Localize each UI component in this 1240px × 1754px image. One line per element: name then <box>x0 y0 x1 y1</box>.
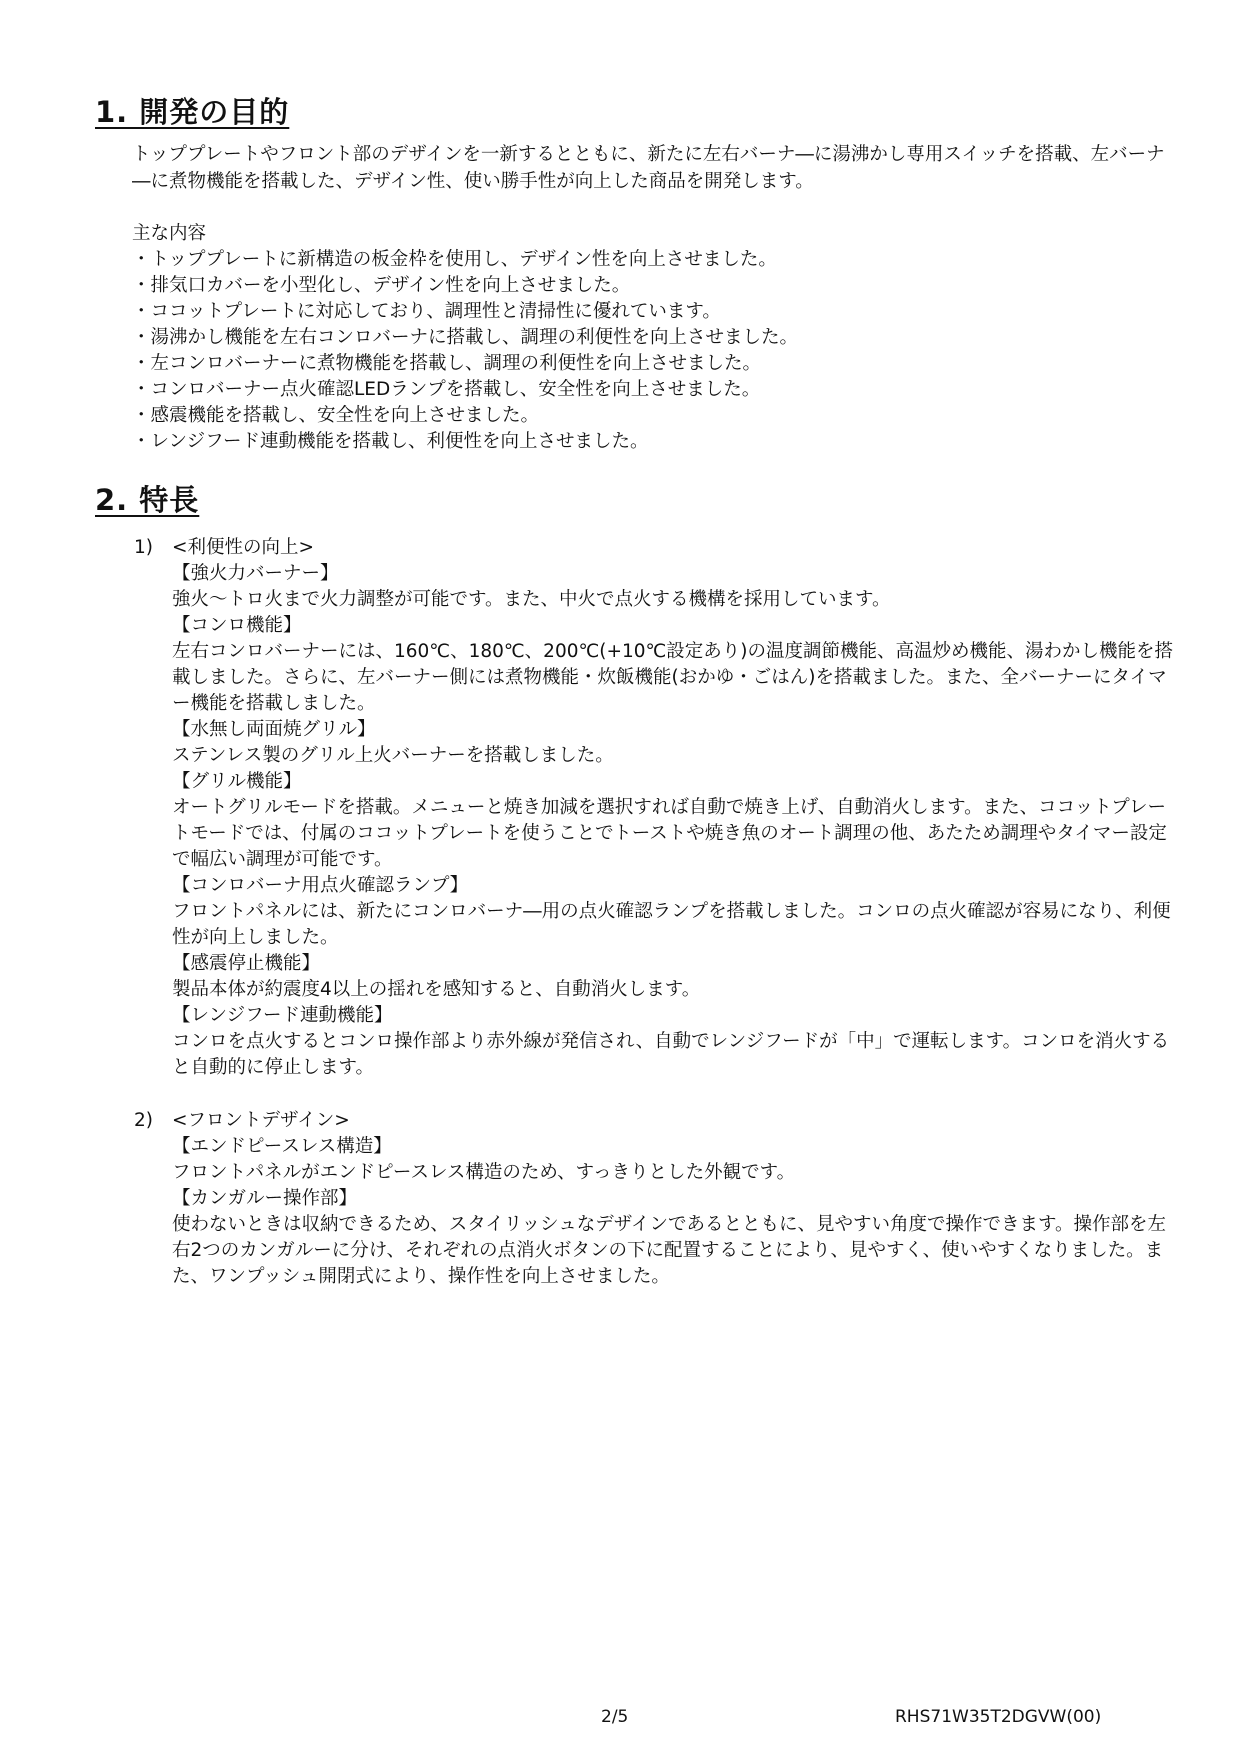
list-item: ・感震機能を搭載し、安全性を向上させました。 <box>132 405 540 426</box>
page-number: 2/5 <box>601 1707 629 1727</box>
feature-description: フロントパネルがエンドピースレス構造のため、すっきりとした外観です。 <box>172 1162 796 1183</box>
feature-title: 【強火力バーナー】 <box>172 563 339 584</box>
feature-group-number: 2) <box>134 1110 153 1131</box>
list-item: ・ココットプレートに対応しており、調理性と清掃性に優れています。 <box>132 301 721 322</box>
feature-description: ステンレス製のグリル上火バーナーを搭載しました。 <box>172 745 614 766</box>
list-item: ・湯沸かし機能を左右コンロバーナに搭載し、調理の利便性を向上させました。 <box>132 327 799 348</box>
feature-title: 【グリル機能】 <box>172 771 302 792</box>
feature-title: 【エンドピースレス構造】 <box>172 1136 392 1157</box>
feature-group-label: <フロントデザイン> <box>172 1110 350 1131</box>
feature-description: コンロを点火するとコンロ操作部より赤外線が発信され、自動でレンジフードが「中」で運転します。コンロを消火すると自動的に停止します。 <box>172 1031 1170 1078</box>
feature-description: オートグリルモードを搭載。メニューと焼き加減を選択すれば自動で焼き上げ、自動消火します。また、ココットプレートモードでは、付属のココットプレートを使うことでトーストや焼き魚のオート調理の他、あたため調理やタイマー設定で幅広い調理が可能です。 <box>172 797 1167 870</box>
feature-group-label: <利便性の向上> <box>172 537 315 558</box>
feature-title: 【感震停止機能】 <box>172 953 321 974</box>
section-1-intro: トッププレートやフロント部のデザインを一新するとともに、新たに左右バーナ―に湯沸かし専用スイッチを搭載、左バーナ―に煮物機能を搭載した、デザイン性、使い勝手性が向上した商品を開発します。 <box>132 144 1165 192</box>
list-item: ・レンジフード連動機能を搭載し、利便性を向上させました。 <box>132 431 649 452</box>
feature-description: 左右コンロバーナーには、160℃、180℃、200℃(+10℃設定あり)の温度調節機能、高温炒め機能、湯わかし機能を搭載しました。さらに、左バーナー側には煮物機能・炊飯機能(おかゆ・ごはん)を搭載ました。また、全バーナーにタイマー機能を搭載しました。 <box>172 641 1174 714</box>
list-item: ・排気口カバーを小型化し、デザイン性を向上させました。 <box>132 275 631 296</box>
feature-title: 【コンロバーナ用点火確認ランプ】 <box>172 875 469 896</box>
feature-group-2 <box>172 1134 1182 1290</box>
section-1-heading: 1. 開発の目的 <box>95 95 290 129</box>
feature-description: 製品本体が約震度4以上の揺れを感知すると、自動消火します。 <box>172 979 701 1000</box>
feature-group-1-header <box>134 535 314 561</box>
feature-description: フロントパネルには、新たにコンロバーナ―用の点火確認ランプを搭載しました。コンロの点火確認が容易になり、利便性が向上しました。 <box>172 901 1171 948</box>
feature-title: 【カンガルー操作部】 <box>172 1188 358 1209</box>
feature-group-1 <box>172 561 1182 1081</box>
document-code: RHS71W35T2DGVW(00) <box>895 1707 1102 1727</box>
section-2-heading: 2. 特長 <box>95 483 200 517</box>
feature-group-number: 1) <box>134 537 153 558</box>
feature-description: 使わないときは収納できるため、スタイリッシュなデザインであるとともに、見やすい角度で操作できます。操作部を左右2つのカンガルーに分け、それぞれの点消火ボタンの下に配置することにより、見やすく、使いやすくなりました。また、ワンプッシュ開閉式により、操作性を向上させました。 <box>172 1214 1167 1287</box>
list-item: ・左コンロバーナーに煮物機能を搭載し、調理の利便性を向上させました。 <box>132 353 762 374</box>
feature-group-2-header <box>134 1108 350 1134</box>
list-item: ・コンロバーナー点火確認LEDランプを搭載し、安全性を向上させました。 <box>132 379 761 400</box>
feature-title: 【コンロ機能】 <box>172 615 302 636</box>
main-contents-list <box>132 247 798 455</box>
main-contents-title: 主な内容 <box>132 223 207 244</box>
feature-description: 強火～トロ火まで火力調整が可能です。また、中火で点火する機構を採用しています。 <box>172 589 891 610</box>
feature-title: 【レンジフード連動機能】 <box>172 1005 393 1026</box>
feature-title: 【水無し両面焼グリル】 <box>172 719 376 740</box>
list-item: ・トッププレートに新構造の板金枠を使用し、デザイン性を向上させました。 <box>132 249 777 270</box>
